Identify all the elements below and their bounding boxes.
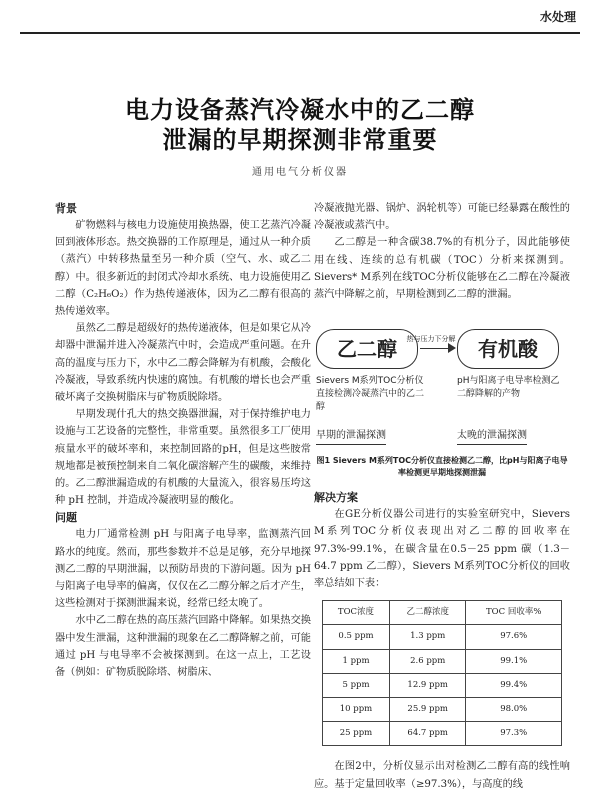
- table-cell: 99.1%: [466, 649, 562, 673]
- organic-acid-box: 有机酸: [457, 329, 559, 369]
- glycol-box: 乙二醇: [316, 329, 418, 369]
- paragraph: 在GE分析仪器公司进行的实验室研究中，Sievers M系列TOC分析仪表现出对乙二醇的回收率在97.3%-99.1%，在碳含量在0.5－25 ppm 碳（1.3－64.7 ppm 乙二醇），Sievers M系列TOC分析仪的回收率总结如下表：: [314, 509, 570, 590]
- figure-desc-left: Sievers M系列TOC分析仪直接检测冷凝蒸汽中的乙二醇: [316, 376, 425, 413]
- heading-background: 背景: [55, 202, 77, 215]
- table-row: [323, 625, 562, 649]
- arrow-label: 热与压力下分解: [406, 335, 456, 344]
- table-cell: 10 ppm: [323, 698, 390, 722]
- article-title-line-1: 电力设备蒸汽冷凝水中的乙二醇: [125, 96, 475, 124]
- column-header: 乙二醇浓度: [389, 601, 465, 625]
- table-cell: 25 ppm: [323, 722, 390, 746]
- table-row: [323, 649, 562, 673]
- table-cell: 97.3%: [466, 722, 562, 746]
- header-rule: [20, 32, 580, 34]
- paragraph: 冷凝液抛光器、锅炉、涡轮机等）可能已经暴露在酸性的冷凝液或蒸汽中。: [314, 203, 570, 232]
- table-header-row: [323, 601, 562, 625]
- table-cell: 25.9 ppm: [389, 698, 465, 722]
- left-column: [55, 200, 311, 681]
- paragraph: 在图2中，分析仪显示出对检测乙二醇有高的线性响应。基于定量回收率（≥97.3%），与高度的线: [314, 761, 570, 790]
- table-cell: 2.6 ppm: [389, 649, 465, 673]
- right-column: [314, 200, 570, 793]
- table-cell: 64.7 ppm: [389, 722, 465, 746]
- table-cell: 99.4%: [466, 673, 562, 697]
- figure-caption: 图1 Sievers M系列TOC分析仪直接检测乙二醇，比pH与阳离子电导率检测更早期地探测泄漏: [316, 456, 568, 478]
- arrow-right-icon: [448, 343, 456, 353]
- table-cell: 98.0%: [466, 698, 562, 722]
- paragraph: 电力厂通常检测 pH 与阳离子电导率，监测蒸汽回路水的纯度。然而，那些参数并不总是足够，充分早地探测乙二醇的早期泄漏，以预防昂贵的下游问题。因为 pH 与阳离子电导率的偏离，仅仅在乙二醇分解之后才产生，这些检测对于探测泄漏来说，经常已经太晚了。: [55, 529, 311, 610]
- column-header: TOC 回收率%: [466, 601, 562, 625]
- table-cell: 12.9 ppm: [389, 673, 465, 697]
- table-cell: 5 ppm: [323, 673, 390, 697]
- section-label: 水处理: [539, 10, 576, 24]
- figure-1: [314, 309, 570, 453]
- table-row: [323, 722, 562, 746]
- page-header: [20, 6, 580, 28]
- heading-problem: 问题: [55, 511, 77, 525]
- column-header: TOC浓度: [323, 601, 390, 625]
- table-cell: 97.6%: [466, 625, 562, 649]
- paragraph: 水中乙二醇在热的高压蒸汽回路中降解。如果热交换器中发生泄漏，这种泄漏的现象在乙二醇降解之前，可能通过 pH 与电导率不会被探测到。在这一点上，工艺设备（例如：矿物质脱除塔、树脂床、: [55, 615, 311, 679]
- figure-sub-right: 太晚的泄漏探测: [457, 427, 527, 445]
- paragraph: 乙二醇是一种含碳38.7%的有机分子，因此能够使用在线、连续的总有机碳（TOC）分析来探测到。Sievers* M系列在线TOC分析仪能够在乙二醇在冷凝液蒸汽中降解之前，早期检测到乙二醇的泄漏。: [314, 237, 570, 301]
- table-cell: 1.3 ppm: [389, 625, 465, 649]
- article-author: 通用电气分析仪器: [252, 167, 348, 178]
- table-row: [323, 673, 562, 697]
- paragraph: 虽然乙二醇是超级好的热传递液体，但是如果它从冷却器中泄漏并进入冷凝蒸汽中时，会造成严重问题。在升高的温度与压力下，水中乙二醇会降解为有机酸，会酸化冷凝液，导致系统内快速的腐蚀。有机酸的增长也会严重破坏离子交换树脂床与矿物质脱除塔。: [55, 323, 311, 404]
- table-row: [323, 698, 562, 722]
- recovery-table: [322, 600, 562, 746]
- table-cell: 1 ppm: [323, 649, 390, 673]
- figure-sub-left: 早期的泄漏探测: [316, 427, 386, 445]
- article-title-line-2: 泄漏的早期探测非常重要: [162, 126, 438, 154]
- paragraph: 矿物燃料与核电力设施使用换热器，使工艺蒸汽冷凝回到液体形态。热交换器的工作原理是，通过从一种介质（蒸汽）中转移热量至另一种介质（空气、水、或乙二醇）中。很多新近的封闭式冷却水系统、电力设施使用乙二醇（C₂H₆O₂）作为热传递液体，因为乙二醇有很高的热传递效率。: [55, 220, 311, 318]
- heading-solution: 解决方案: [314, 491, 358, 505]
- figure-desc-right: pH与阳离子电导率检测乙二醇降解的产物: [457, 376, 560, 400]
- table-cell: 0.5 ppm: [323, 625, 390, 649]
- paragraph: 早期发现什孔大的热交换器泄漏，对于保持维护电力设施与工艺设备的完整性，非常重要。虽然很多工厂使用痕量水平的破坏率和，来控制回路的pH，但是这些胺常规地都是被预控制来自二氧化碳溶解产生的碳酸，来维持的。乙二醇泄漏造成的有机酸的大量流入，很容易压垮这种 pH 控制，并造成冷凝液明显的酸化。: [55, 409, 311, 507]
